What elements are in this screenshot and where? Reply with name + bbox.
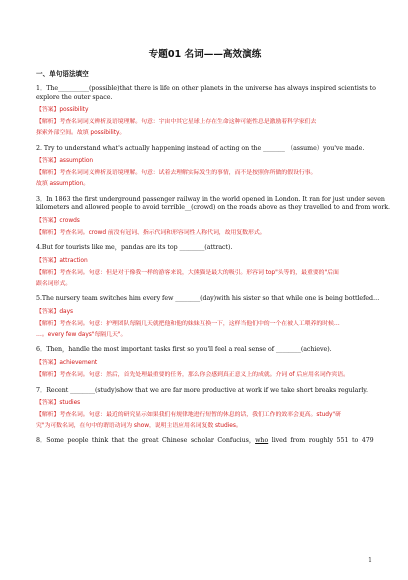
answer-text: 【答案】possibility (36, 107, 89, 114)
analysis-line: 【解析】考查名词。句意：最近的研究显示如果我们有规律地进行短暂的休息的话，我们工作的效率会更高。study"研 (36, 411, 341, 418)
exercise-item (36, 387, 374, 432)
question-line: 2. Try to understand what's actually happening instead of acting on the _______ （assume）you've made. (36, 144, 365, 152)
exercise-item (36, 244, 374, 289)
analysis-line: 【解析】考查名词。句意：护理团队每隔几天就把他和他的妹妹互换一下，这样当他们中的一个在被人工喂养的时候… (36, 320, 340, 327)
answer-text: 【答案】crowds (36, 217, 80, 224)
exercise-item (36, 85, 374, 139)
exercise-item (36, 145, 374, 190)
question-line: 1．The__________(possible)that there is life on other planets in the universe has always inspired scientists to (36, 85, 376, 92)
exercise-list (36, 85, 391, 431)
question-line: explore the outer space. (36, 93, 113, 101)
exercise-item (36, 195, 391, 239)
analysis-line: 【解析】考查名词。crowd 前没有冠词、指示代词和形容词性人称代词，故用复数形式。 (36, 229, 266, 236)
question-text (36, 244, 374, 253)
question-text (36, 295, 380, 304)
question-line: 7．Recent ________(study)show that we are far more productive at work if we take short breaks regularly. (36, 386, 368, 394)
question-line: 4.But for tourists like me，pandas are its top ________(attract). (36, 244, 233, 252)
answer-text: 【答案】studies (36, 400, 81, 407)
page-title: 专题01 名词——高效演练 (148, 49, 262, 60)
question-line: 6．Then，handle the most important tasks first so you'll feel a real sense of ________(achieve). (36, 346, 332, 354)
question-8-pre: 8．Some people think that the great Chinese scholar Confucius， (36, 437, 256, 445)
exercise-item (36, 346, 374, 380)
answer-text: 【答案】assumption (36, 158, 94, 165)
analysis-line: 故填 assumption。 (36, 180, 90, 187)
analysis-line: …。every few days"每隔几天"。 (36, 331, 127, 338)
question-8-text (36, 437, 374, 446)
question-line: 3．In 1863 the first underground passenger railway in the world opened in London. It ran for just under seven (36, 195, 385, 203)
question-8 (36, 437, 374, 446)
analysis-line: 探索外部空间。故填 possibility。 (36, 129, 126, 136)
answer-text: 【答案】days (36, 308, 74, 315)
exercise-item (36, 295, 380, 340)
question-8-underlined-word: who (255, 437, 269, 445)
analysis-line: 【解析】考查名词词义辨析及语境理解。句意：宇宙中其它星球上存在生命这种可能性总是激励着科学家们去 (36, 118, 317, 125)
analysis-line: 【解析】考查名词。句意：然后，首先处理最重要的任务，那么你会感到真正意义上的成就。介词 of 后应用名词作宾语。 (36, 371, 349, 378)
analysis-line: 跟名词形式。 (36, 280, 72, 287)
page-number: 1 (368, 557, 372, 564)
question-line: kilometers and allowed people to avoid terrible__(crowd) on the roads above as they travelled to and from work. (36, 204, 391, 212)
analysis-line: 究"为可数名词，在句中的谓语动词为 show，说明主语应用名词复数 studies。 (36, 422, 242, 429)
answer-text: 【答案】achievement (36, 359, 98, 366)
question-text (36, 195, 391, 213)
question-8-post: lived from roughly 551 to 479 (268, 437, 374, 445)
question-text (36, 387, 374, 396)
answer-text: 【答案】attraction (36, 257, 88, 264)
analysis-line: 【解析】考查名词词义辨析及语境理解。句意：试着去理解实际发生的事情，而不是按照你所做的假设行事。 (36, 169, 317, 176)
question-text (36, 145, 374, 154)
question-line: 5.The nursery team switches him every few ________(day)with his sister so that while one is being bottlefed… (36, 295, 380, 303)
section-heading: 一、单句语法填空 (36, 70, 89, 78)
analysis-line: 【解析】考查名词。句意：但是对于像我一样的游客来说，大熊猫是最大的吸引。形容词 top"头等的，最重要的"后面 (36, 269, 339, 276)
question-text (36, 346, 374, 355)
question-text (36, 85, 374, 102)
